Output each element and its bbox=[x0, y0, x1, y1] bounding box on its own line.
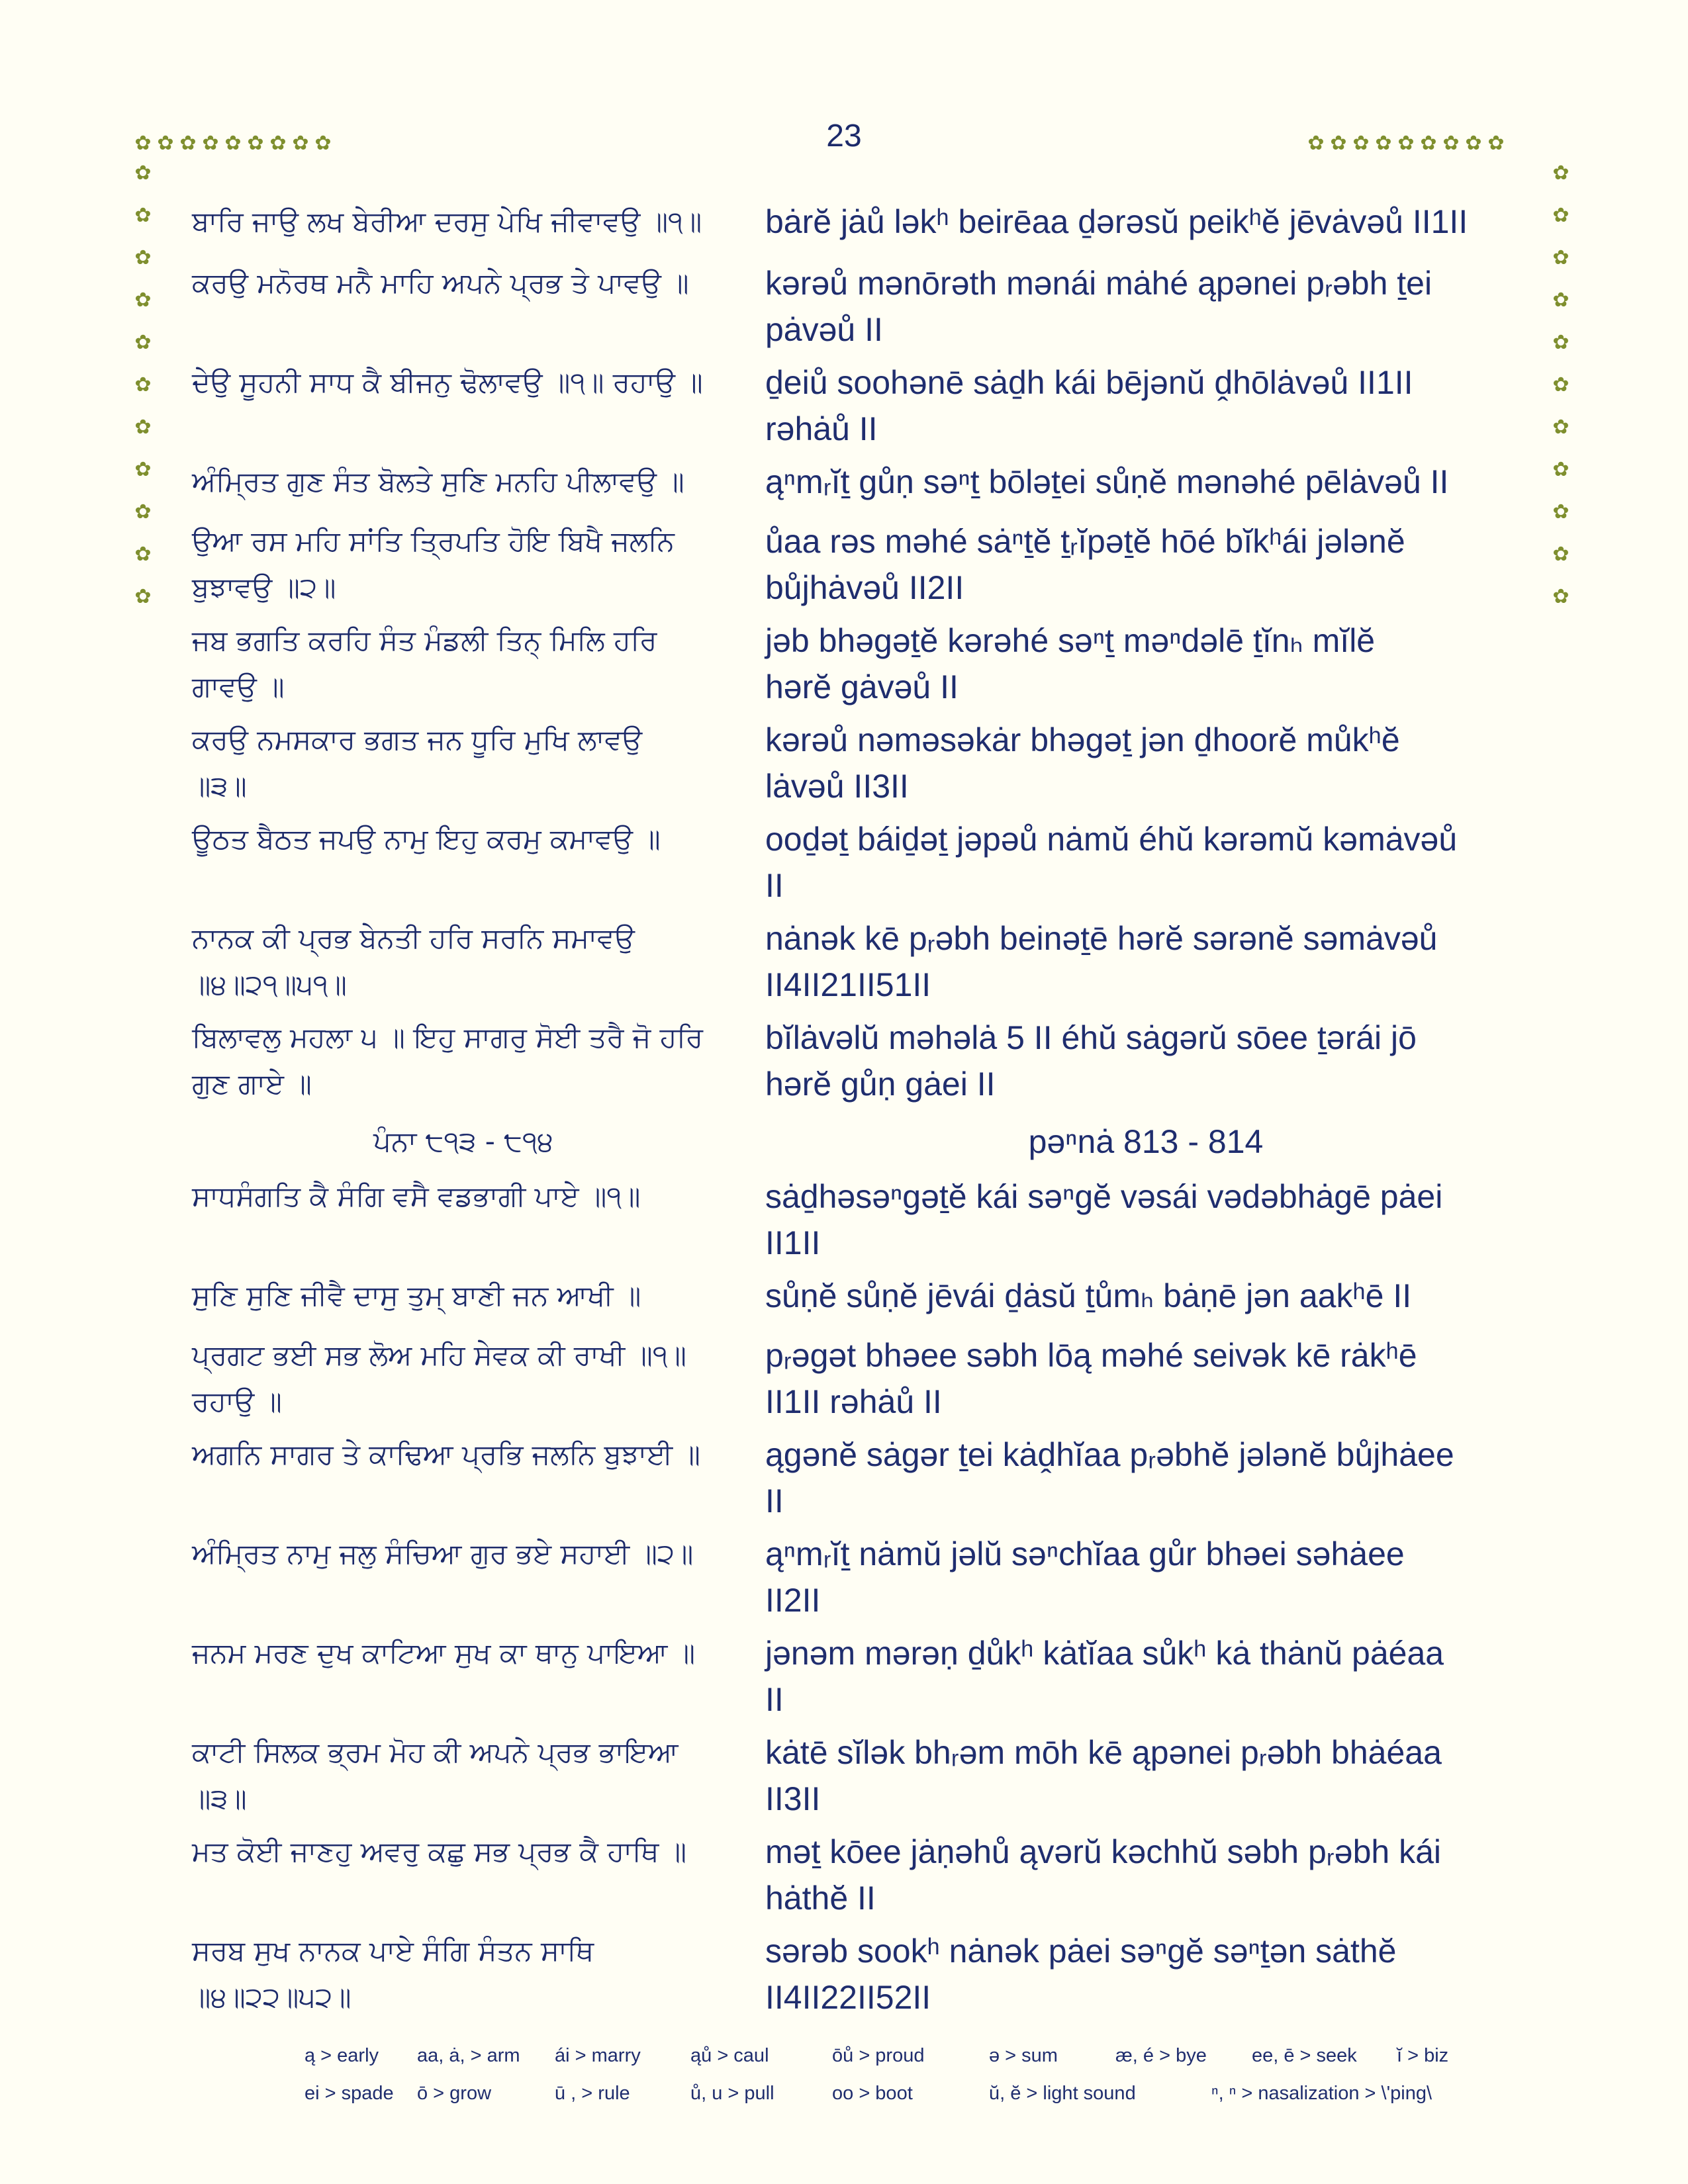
translit-line: sərəb sookʰ nȧnək pȧei səⁿgĕ səⁿṯən sȧthĕ bbox=[765, 1933, 1397, 1970]
transliteration-text bbox=[765, 1332, 1526, 1425]
gurmukhi-line: ਜਨਮ ਮਰਣ ਦੁਖ ਕਾਟਿਆ ਸੁਖ ਕਾ ਥਾਨੁ ਪਾਇਆ ॥ bbox=[192, 1637, 696, 1669]
gurmukhi-line: ਪ੍ਰਗਟ ਭਈ ਸਭ ਲੋਅ ਮਹਿ ਸੇਵਕ ਕੀ ਰਾਖੀ ॥੧॥ bbox=[192, 1339, 686, 1371]
legend-entry: ə > sum bbox=[989, 2045, 1058, 2066]
translit-line: II bbox=[765, 867, 784, 904]
gurmukhi-text bbox=[192, 1332, 735, 1425]
flower-icon: ✿ bbox=[134, 585, 152, 608]
transliteration-text bbox=[765, 1630, 1526, 1723]
gurmukhi-line: ਦੇਉ ਸੂਹਨੀ ਸਾਧ ਕੈ ਬੀਜਨੁ ਢੋਲਾਵਉ ॥੧॥ ਰਹਾਉ ॥ bbox=[192, 366, 703, 398]
gurmukhi-text bbox=[192, 1432, 735, 1478]
gurmukhi-text bbox=[192, 816, 735, 862]
translit-line: sůṇĕ sůṇĕ jēvái ḏȧsŭ ṯůmₕ bȧṇē jən aakʰē II bbox=[765, 1277, 1412, 1314]
section-heading-translit: pəⁿnȧ 813 - 814 bbox=[1028, 1123, 1264, 1160]
legend-entry: ą > early bbox=[305, 2045, 379, 2066]
legend-entry: ei > spade bbox=[305, 2083, 394, 2104]
flower-icon: ✿ bbox=[134, 416, 152, 439]
translit-line: II1II bbox=[765, 1224, 821, 1261]
flower-icon: ✿ bbox=[134, 161, 152, 185]
legend-entry: ō > grow bbox=[417, 2083, 492, 2104]
flower-icon: ✿ bbox=[269, 132, 287, 155]
flower-icon: ✿ bbox=[1375, 132, 1392, 155]
translit-line: bĭlȧvəlŭ məhəlȧ 5 II éhŭ sȧgərŭ sōee ṯərái jō bbox=[765, 1019, 1417, 1056]
translit-line: bȧrĕ jȧů ləkʰ beirēaa ḏərəsŭ peikʰĕ jēvȧvəů II1II bbox=[765, 203, 1468, 240]
flower-icon: ✿ bbox=[1420, 132, 1437, 155]
transliteration-text bbox=[765, 1928, 1526, 2021]
gurmukhi-line: ਕਰਉ ਨਮਸਕਾਰ ਭਗਤ ਜਨ ਧੂਰਿ ਮੁਖਿ ਲਾਵਉ bbox=[192, 723, 643, 756]
translit-line: kərəů nəməsəkȧr bhəgəṯ jən ḏhoorĕ můkʰĕ bbox=[765, 721, 1400, 758]
translit-line: kȧtē sĭlək bhᵣəm mōh kē ąpənei pᵣəbh bhȧéaa bbox=[765, 1734, 1442, 1771]
gurmukhi-line: ਕਾਟੀ ਸਿਲਕ ਭ੍ਰਮ ਮੋਹ ਕੀ ਅਪਨੇ ਪ੍ਰਭ ਭਾਇਆ bbox=[192, 1736, 679, 1768]
gurmukhi-line: ਅਗਨਿ ਸਾਗਰ ਤੇ ਕਾਢਿਆ ਪ੍ਰਭਿ ਜਲਨਿ ਬੁਝਾਈ ॥ bbox=[192, 1438, 700, 1471]
transliteration-text bbox=[765, 1432, 1526, 1524]
translit-line: ůaa rəs məhé sȧⁿṯĕ ṯᵣĭpəṯĕ hōé bĭkʰái jələnĕ bbox=[765, 523, 1405, 560]
flower-icon: ✿ bbox=[1552, 331, 1570, 354]
transliteration-text bbox=[765, 717, 1526, 809]
translit-line: ḏeiů soohənē sȧḏh kái bējənŭ ḓhōlȧvəů II1II bbox=[765, 364, 1413, 401]
translit-line: II4II21II51II bbox=[765, 966, 931, 1003]
flower-icon: ✿ bbox=[157, 132, 174, 155]
transliteration-text bbox=[765, 816, 1526, 909]
gurmukhi-text bbox=[192, 1273, 735, 1319]
transliteration-text bbox=[765, 459, 1526, 505]
translit-line: pȧvəů II bbox=[765, 311, 883, 348]
translit-line: pᵣəgət bhəee səbh lōą məhé seivək kē rȧkʰē bbox=[765, 1337, 1417, 1374]
gurmukhi-line: ॥੩॥ bbox=[192, 770, 247, 802]
gurmukhi-line: ਊਠਤ ਬੈਠਤ ਜਪਉ ਨਾਮੁ ਇਹੁ ਕਰਮੁ ਕਮਾਵਉ ॥ bbox=[192, 823, 661, 855]
gurmukhi-line: ਅੰਮ੍ਰਿਤ ਨਾਮੁ ਜਲੁ ਸੰਚਿਆ ਗੁਰ ਭਏ ਸਹਾਈ ॥੨॥ bbox=[192, 1537, 694, 1570]
flower-icon: ✿ bbox=[1552, 204, 1570, 227]
gurmukhi-line: ਬਿਲਾਵਲੁ ਮਹਲਾ ੫ ॥ ਇਹੁ ਸਾਗਰੁ ਸੋਈ ਤਰੈ ਜੋ ਹਰਿ bbox=[192, 1021, 704, 1054]
gurmukhi-line: ਮਤ ਕੋਈ ਜਾਣਹੁ ਅਵਰੁ ਕਛੁ ਸਭ ਪ੍ਰਭ ਕੈ ਹਾਥਿ ॥ bbox=[192, 1835, 687, 1868]
flower-icon: ✿ bbox=[1307, 132, 1325, 155]
transliteration-text bbox=[765, 1015, 1526, 1107]
legend-entry: aa, ȧ, > arm bbox=[417, 2045, 520, 2066]
gurmukhi-text bbox=[192, 459, 735, 505]
translit-line: hȧthĕ II bbox=[765, 1880, 876, 1917]
flower-icon: ✿ bbox=[179, 132, 197, 155]
translit-line: hərĕ gȧvəů II bbox=[765, 668, 959, 705]
flower-icon: ✿ bbox=[224, 132, 242, 155]
transliteration-text bbox=[765, 915, 1526, 1008]
flower-icon: ✿ bbox=[134, 543, 152, 566]
translit-line: nȧnək kē pᵣəbh beinəṯē hərĕ sərənĕ səmȧvəů bbox=[765, 920, 1438, 957]
flower-icon: ✿ bbox=[1397, 132, 1415, 155]
gurmukhi-text bbox=[192, 359, 735, 406]
flower-icon: ✿ bbox=[1552, 246, 1570, 269]
legend-entry: ái > marry bbox=[555, 2045, 641, 2066]
translit-line: hərĕ gůṇ gȧei II bbox=[765, 1066, 996, 1103]
flower-icon: ✿ bbox=[134, 289, 152, 312]
flower-icon: ✿ bbox=[314, 132, 332, 155]
flower-icon: ✿ bbox=[134, 500, 152, 523]
gurmukhi-line: ਸੁਣਿ ਸੁਣਿ ਜੀਵੈ ਦਾਸੁ ਤੁਮ੍ ਬਾਣੀ ਜਨ ਆਖੀ ॥ bbox=[192, 1279, 641, 1312]
translit-line: II1II rəhȧů II bbox=[765, 1383, 942, 1420]
gurmukhi-text bbox=[192, 518, 735, 611]
gurmukhi-text bbox=[192, 260, 735, 306]
transliteration-text bbox=[765, 518, 1526, 611]
flower-icon: ✿ bbox=[1352, 132, 1370, 155]
gurmukhi-line: ਗਾਵਉ ॥ bbox=[192, 670, 285, 703]
gurmukhi-text bbox=[192, 199, 735, 245]
flower-icon: ✿ bbox=[1552, 458, 1570, 481]
flower-icon: ✿ bbox=[134, 373, 152, 396]
gurmukhi-line: ਸਾਧਸੰਗਤਿ ਕੈ ਸੰਗਿ ਵਸੈ ਵਡਭਾਗੀ ਪਾਏ ॥੧॥ bbox=[192, 1180, 641, 1212]
gurmukhi-line: ਬੁਝਾਵਉ ॥੨॥ bbox=[192, 571, 336, 604]
translit-line: II bbox=[765, 1681, 784, 1718]
flower-icon: ✿ bbox=[134, 132, 152, 155]
flower-icon: ✿ bbox=[202, 132, 219, 155]
flower-icon: ✿ bbox=[1552, 161, 1570, 185]
gurmukhi-text bbox=[192, 1531, 735, 1577]
gurmukhi-line: ਅੰਮ੍ਰਿਤ ਗੁਣ ਸੰਤ ਬੋਲਤੇ ਸੁਣਿ ਮਨਹਿ ਪੀਲਾਵਉ ॥ bbox=[192, 465, 684, 498]
gurmukhi-line: ॥੩॥ bbox=[192, 1782, 247, 1815]
flower-icon: ✿ bbox=[134, 246, 152, 269]
translit-line: rəhȧů II bbox=[765, 410, 878, 447]
flower-icon: ✿ bbox=[1487, 132, 1505, 155]
gurmukhi-text bbox=[192, 1630, 735, 1676]
transliteration-text bbox=[765, 199, 1526, 245]
flower-icon: ✿ bbox=[1465, 132, 1482, 155]
translit-line: məṯ kōee jȧṇəhů ąvərŭ kəchhŭ səbh pᵣəbh kái bbox=[765, 1833, 1442, 1870]
flower-icon: ✿ bbox=[292, 132, 309, 155]
translit-line: ąⁿmᵣĭṯ gůṇ səⁿṯ bōləṯei sůṇĕ mənəhé pēlȧvəů II bbox=[765, 463, 1449, 500]
flower-icon: ✿ bbox=[134, 458, 152, 481]
section-heading-gurmukhi: ਪੰਨਾ ੮੧੩ - ੮੧੪ bbox=[373, 1125, 553, 1158]
legend-entry: ōů > proud bbox=[832, 2045, 925, 2066]
transliteration-text bbox=[765, 1273, 1526, 1319]
gurmukhi-line: ਸਰਬ ਸੁਖ ਨਾਨਕ ਪਾਏ ਸੰਗਿ ਸੰਤਨ ਸਾਥਿ bbox=[192, 1934, 594, 1967]
translit-line: ągənĕ sȧgər ṯei kȧḓhĭaa pᵣəbhĕ jələnĕ bůjhȧee bbox=[765, 1436, 1454, 1473]
gurmukhi-line: ਨਾਨਕ ਕੀ ਪ੍ਰਭ ਬੇਨਤੀ ਹਰਿ ਸਰਨਿ ਸਮਾਵਉ bbox=[192, 922, 635, 954]
transliteration-text bbox=[765, 1829, 1526, 1921]
transliteration-text bbox=[765, 260, 1526, 353]
flower-icon: ✿ bbox=[1552, 289, 1570, 312]
flower-icon: ✿ bbox=[1442, 132, 1460, 155]
legend-entry: ū , > rule bbox=[555, 2083, 630, 2104]
legend-entry: oo > boot bbox=[832, 2083, 913, 2104]
flower-icon: ✿ bbox=[1552, 373, 1570, 396]
gurmukhi-line: ਗੁਣ ਗਾਏ ॥ bbox=[192, 1068, 312, 1100]
flower-icon: ✿ bbox=[247, 132, 264, 155]
flower-icon: ✿ bbox=[1552, 416, 1570, 439]
gurmukhi-line: ਬਾਰਿ ਜਾਉ ਲਖ ਬੇਰੀਆ ਦਰਸੁ ਪੇਖਿ ਜੀਵਾਵਉ ॥੧॥ bbox=[192, 205, 702, 238]
transliteration-text bbox=[765, 1531, 1526, 1623]
legend-entry: æ, é > bye bbox=[1115, 2045, 1207, 2066]
translit-line: bůjhȧvəů II2II bbox=[765, 569, 964, 606]
gurmukhi-text bbox=[192, 1729, 735, 1822]
translit-line: lȧvəů II3II bbox=[765, 768, 909, 805]
flower-icon: ✿ bbox=[1552, 543, 1570, 566]
legend-entry: ů, u > pull bbox=[690, 2083, 774, 2104]
transliteration-text bbox=[765, 359, 1526, 452]
gurmukhi-text bbox=[192, 1829, 735, 1875]
gurmukhi-text bbox=[192, 617, 735, 710]
flower-icon: ✿ bbox=[1552, 585, 1570, 608]
legend-entry: ee, ē > seek bbox=[1252, 2045, 1357, 2066]
gurmukhi-line: ॥੪॥੨੧॥੫੧॥ bbox=[192, 968, 347, 1001]
translit-line: jəb bhəgəṯĕ kərəhé səⁿṯ məⁿdəlē ṯĭnₕ mĭlĕ bbox=[765, 622, 1376, 659]
translit-line: jənəm mərəṇ ḏůkʰ kȧtĭaa sůkʰ kȧ thȧnŭ pȧéaa bbox=[765, 1635, 1444, 1672]
transliteration-text bbox=[765, 617, 1526, 710]
legend-entry: ąů > caul bbox=[690, 2045, 769, 2066]
gurmukhi-text bbox=[192, 1015, 735, 1107]
translit-line: II2II bbox=[765, 1582, 821, 1619]
flower-icon: ✿ bbox=[134, 331, 152, 354]
legend-entry: ⁿ, ⁿ > nasalization > \'ping\ bbox=[1211, 2083, 1432, 2104]
flower-icon: ✿ bbox=[1330, 132, 1347, 155]
legend-entry: ŭ, ĕ > light sound bbox=[989, 2083, 1136, 2104]
translit-line: sȧḏhəsəⁿgəṯĕ kái səⁿgĕ vəsái vədəbhȧgē pȧei bbox=[765, 1178, 1443, 1215]
legend-entry: ĭ > biz bbox=[1397, 2045, 1449, 2066]
gurmukhi-text bbox=[192, 915, 735, 1008]
flower-icon: ✿ bbox=[1552, 500, 1570, 523]
translit-line: II bbox=[765, 1482, 784, 1520]
translit-line: II4II22II52II bbox=[765, 1979, 931, 2016]
gurmukhi-line: ਕਰਉ ਮਨੋਰਥ ਮਨੈ ਮਾਹਿ ਅਪਨੇ ਪ੍ਰਭ ਤੇ ਪਾਵਉ ॥ bbox=[192, 267, 689, 299]
gurmukhi-line: ਜਬ ਭਗਤਿ ਕਰਹਿ ਸੰਤ ਮੰਡਲੀ ਤਿਨ੍ ਮਿਲਿ ਹਰਿ bbox=[192, 624, 657, 657]
translit-line: ąⁿmᵣĭṯ nȧmŭ jəlŭ səⁿchĭaa gůr bhəei səhȧee bbox=[765, 1535, 1405, 1572]
flower-icon: ✿ bbox=[134, 204, 152, 227]
page-number: 23 bbox=[826, 118, 862, 154]
translit-line: ooḏəṯ báiḏəṯ jəpəů nȧmŭ éhŭ kərəmŭ kəmȧvəů bbox=[765, 821, 1458, 858]
gurmukhi-line: ॥੪॥੨੨॥੫੨॥ bbox=[192, 1981, 352, 2013]
transliteration-text bbox=[765, 1173, 1526, 1266]
gurmukhi-line: ਰਹਾਉ ॥ bbox=[192, 1385, 282, 1418]
gurmukhi-text bbox=[192, 1173, 735, 1220]
gurmukhi-line: ਉਆ ਰਸ ਮਹਿ ਸਾਂਤਿ ਤ੍ਰਿਪਤਿ ਹੋਇ ਬਿਖੈ ਜਲਨਿ bbox=[192, 525, 675, 557]
gurmukhi-text bbox=[192, 717, 735, 809]
translit-line: II3II bbox=[765, 1780, 821, 1817]
translit-line: kərəů mənōrəth mənái mȧhé ąpənei pᵣəbh ṯei bbox=[765, 265, 1432, 302]
gurmukhi-text bbox=[192, 1928, 735, 2021]
transliteration-text bbox=[765, 1729, 1526, 1822]
